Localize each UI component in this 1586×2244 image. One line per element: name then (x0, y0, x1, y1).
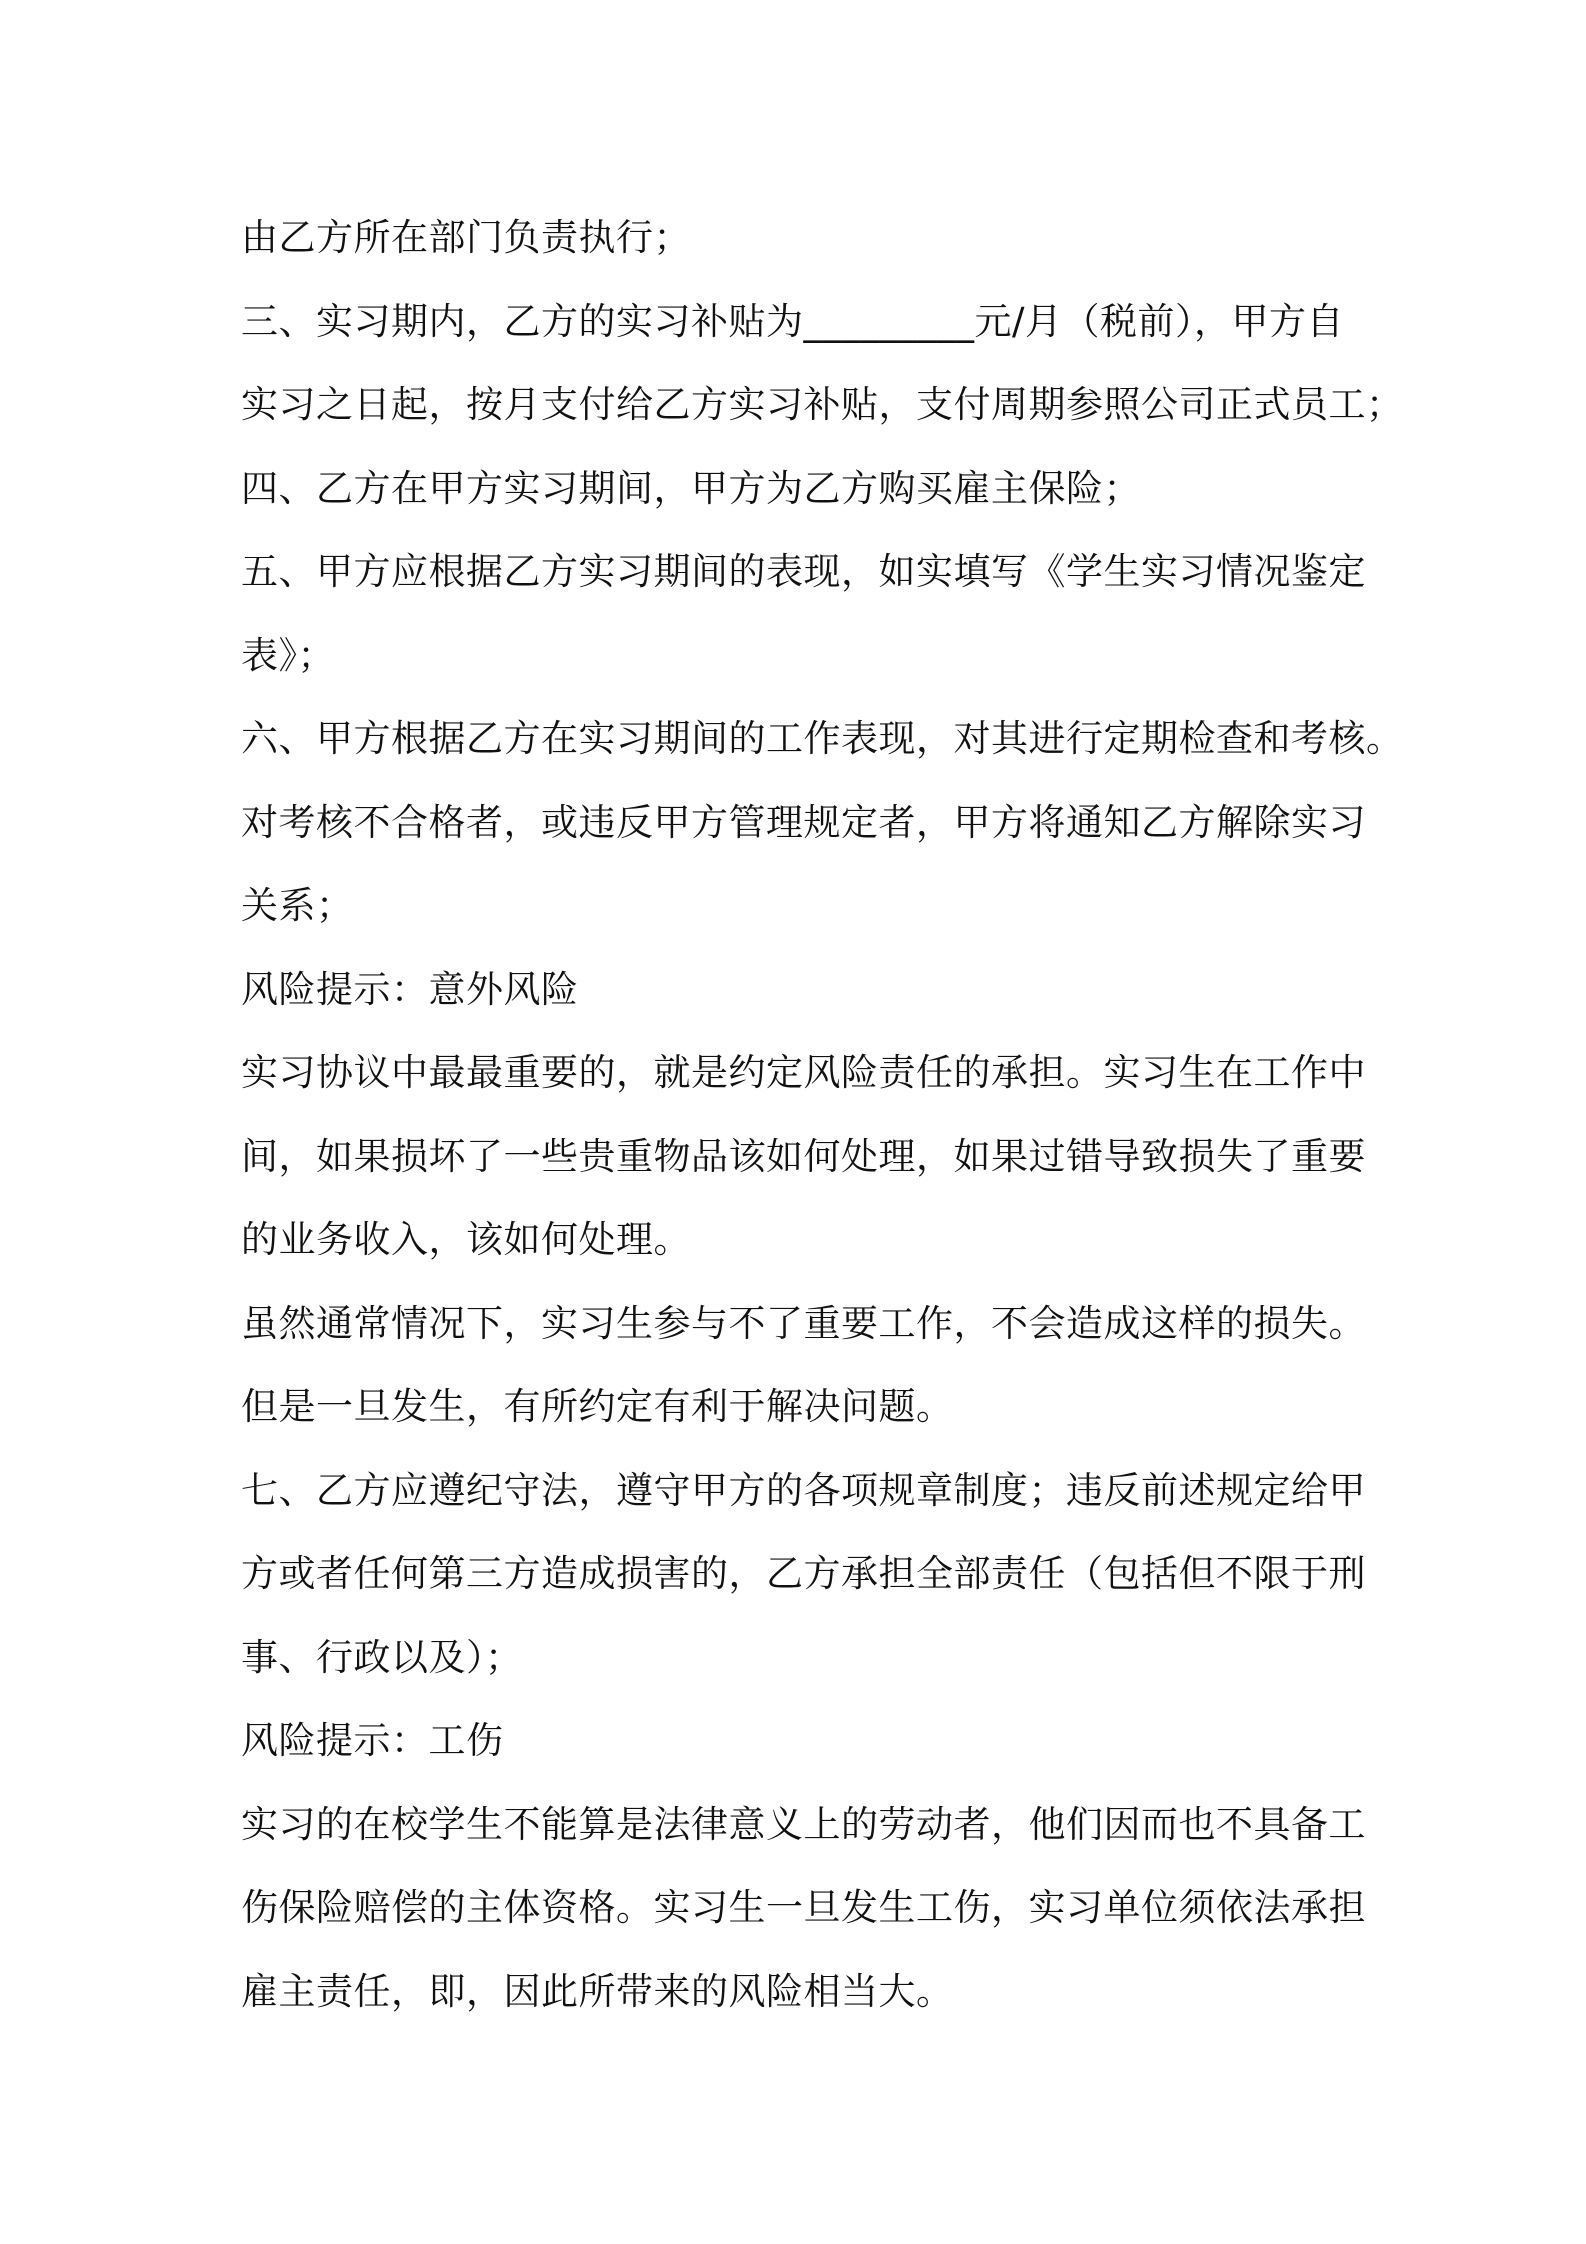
text-line: 事、行政以及）； (241, 1635, 523, 1679)
text-line: 四、乙方在甲方实习期间，甲方为乙方购买雇主保险； (241, 466, 1141, 510)
text-line: 但是一旦发生，有所约定有利于解决问题。 (241, 1385, 954, 1428)
text-line: 五、甲方应根据乙方实习期间的表现，如实填写《学生实习情况鉴定 (241, 550, 1366, 593)
text-line: 的业务收入，该如何处理。 (241, 1218, 691, 1261)
text-line: 伤保险赔偿的主体资格。实习生一旦发生工伤，实习单位须依法承担 (241, 1886, 1366, 1929)
risk-heading: 风险提示：工伤 (241, 1719, 504, 1762)
text-line: 六、甲方根据乙方在实习期间的工作表现，对其进行定期检查和考核。 (241, 717, 1404, 760)
text-line: 实习之日起，按月支付给乙方实习补贴，支付周期参照公司正式员工； (241, 383, 1404, 426)
text-line: 对考核不合格者，或违反甲方管理规定者，甲方将通知乙方解除实习 (241, 800, 1366, 844)
text-line: 间，如果损坏了一些贵重物品该如何处理，如果过错导致损失了重要 (241, 1134, 1366, 1178)
text-line: 由乙方所在部门负责执行； (241, 216, 691, 259)
text-line: 关系； (241, 884, 354, 927)
text-line: 虽然通常情况下，实习生参与不了重要工作，不会造成这样的损失。 (241, 1301, 1366, 1345)
text-line: 实习协议中最最重要的，就是约定风险责任的承担。实习生在工作中 (241, 1051, 1366, 1094)
document-page (241, 196, 1404, 2033)
text-line: 雇主责任，即，因此所带来的风险相当大。 (241, 1969, 954, 2013)
text-line: 表》； (241, 633, 335, 677)
risk-heading: 风险提示：意外风险 (241, 967, 579, 1011)
text-line: 方或者任何第三方造成损害的，乙方承担全部责任（包括但不限于刑 (241, 1552, 1366, 1595)
text-line: 三、实习期内，乙方的实习补贴为_________元/月（税前），甲方自 (241, 299, 1344, 343)
text-line: 七、乙方应遵纪守法，遵守甲方的各项规章制度；违反前述规定给甲 (241, 1468, 1366, 1512)
text-line: 实习的在校学生不能算是法律意义上的劳动者，他们因而也不具备工 (241, 1802, 1366, 1846)
